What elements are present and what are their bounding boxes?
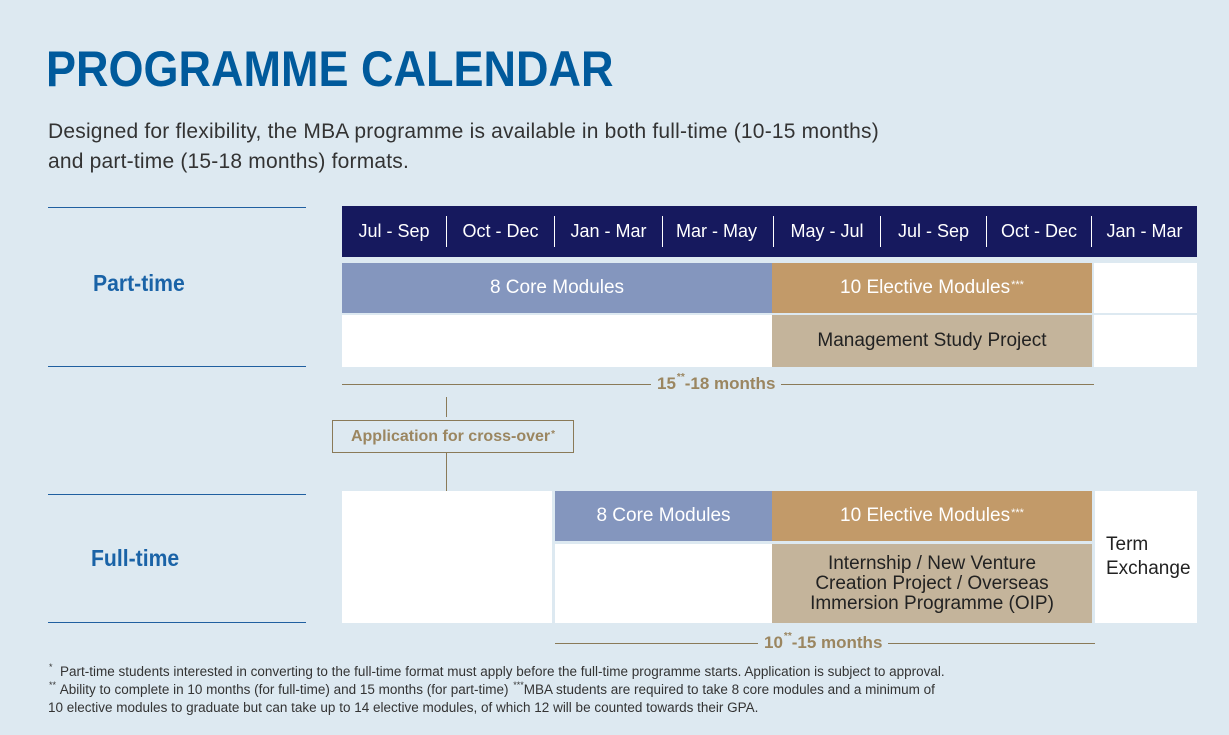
period-header: Oct - Dec xyxy=(1000,221,1077,241)
period-header: Jan - Mar xyxy=(1106,221,1183,241)
divider-line xyxy=(48,622,306,623)
full-time-project-line: Internship / New Venture xyxy=(827,552,1037,574)
duration-value: 10 xyxy=(764,633,783,652)
part-time-study-project xyxy=(772,315,1092,367)
part-time-project-label: Management Study Project xyxy=(817,330,1047,351)
crossover-label: Application for cross-over xyxy=(350,427,551,445)
footnote-text: 10 elective modules to graduate but can take up to 14 elective modules, of which 12 will be counted towards their GPA. xyxy=(48,700,759,715)
part-time-elective-label: 10 Elective Modules xyxy=(840,277,1011,298)
full-time-core-modules xyxy=(555,491,772,541)
period-header-bar xyxy=(342,206,1197,257)
part-time-elective-modules xyxy=(772,263,1092,313)
intro-line-1: Designed for flexibility, the MBA programme is available in both full-time (10-15 months) xyxy=(48,120,879,143)
full-time-elective-modules xyxy=(772,491,1092,541)
term-exchange-label: Term xyxy=(1106,534,1149,555)
footnote-mark: *** xyxy=(513,680,524,690)
full-time-duration xyxy=(758,633,888,653)
crossover-connector-top xyxy=(446,397,447,417)
footnote-mark: ** xyxy=(783,631,792,642)
footnote-mark: * xyxy=(49,662,53,672)
period-header: Mar - May xyxy=(676,221,757,241)
divider-line xyxy=(48,207,306,208)
empty-cell xyxy=(1094,315,1197,367)
empty-cell xyxy=(342,315,772,367)
empty-cell xyxy=(1094,263,1197,313)
part-time-core-label: 8 Core Modules xyxy=(489,277,625,298)
footnote-1 xyxy=(48,664,945,679)
period-header: Jul - Sep xyxy=(358,221,430,241)
footnote-mark: ** xyxy=(49,680,57,690)
period-header: Jan - Mar xyxy=(570,221,647,241)
footnote-mark: ** xyxy=(676,372,685,383)
term-exchange-label: Exchange xyxy=(1106,558,1191,579)
part-time-core-modules xyxy=(342,263,772,313)
divider-line xyxy=(48,366,306,367)
period-header: Oct - Dec xyxy=(462,221,539,241)
crossover-application-box xyxy=(332,420,574,453)
footnote-mark: *** xyxy=(1011,507,1024,519)
footnote-mark: * xyxy=(551,429,556,440)
footnote-mark: *** xyxy=(1011,279,1024,291)
divider-line xyxy=(48,494,306,495)
full-time-project xyxy=(772,544,1092,623)
empty-cell xyxy=(555,544,772,623)
period-header: May - Jul xyxy=(790,221,864,241)
term-exchange-cell xyxy=(1095,491,1197,623)
row-label-full-time: Full-time xyxy=(91,545,180,571)
period-header: Jul - Sep xyxy=(897,221,970,241)
full-time-elective-label: 10 Elective Modules xyxy=(840,505,1011,526)
full-time-project-line: Creation Project / Overseas xyxy=(815,572,1049,594)
footnote-2 xyxy=(48,682,935,697)
page-title: PROGRAMME CALENDAR xyxy=(46,41,614,97)
duration-unit: -18 months xyxy=(684,374,776,393)
intro-line-2: and part-time (15-18 months) formats. xyxy=(48,150,410,173)
footnote-text: MBA students are required to take 8 core modules and a minimum of xyxy=(523,682,935,697)
footnote-text: Part-time students interested in converting to the full-time format must apply before the full-time programme starts. Application is subject to approval. xyxy=(60,664,945,679)
full-time-core-label: 8 Core Modules xyxy=(596,505,731,526)
footnote-text: Ability to complete in 10 months (for full-time) and 15 months (for part-time) xyxy=(59,682,513,697)
footnote-3 xyxy=(48,700,758,715)
row-label-part-time: Part-time xyxy=(93,270,185,296)
full-time-project-line: Immersion Programme (OIP) xyxy=(810,592,1054,614)
duration-unit: -15 months xyxy=(791,633,883,652)
part-time-duration xyxy=(651,374,781,394)
empty-cell xyxy=(342,491,552,623)
duration-value: 15 xyxy=(657,374,676,393)
